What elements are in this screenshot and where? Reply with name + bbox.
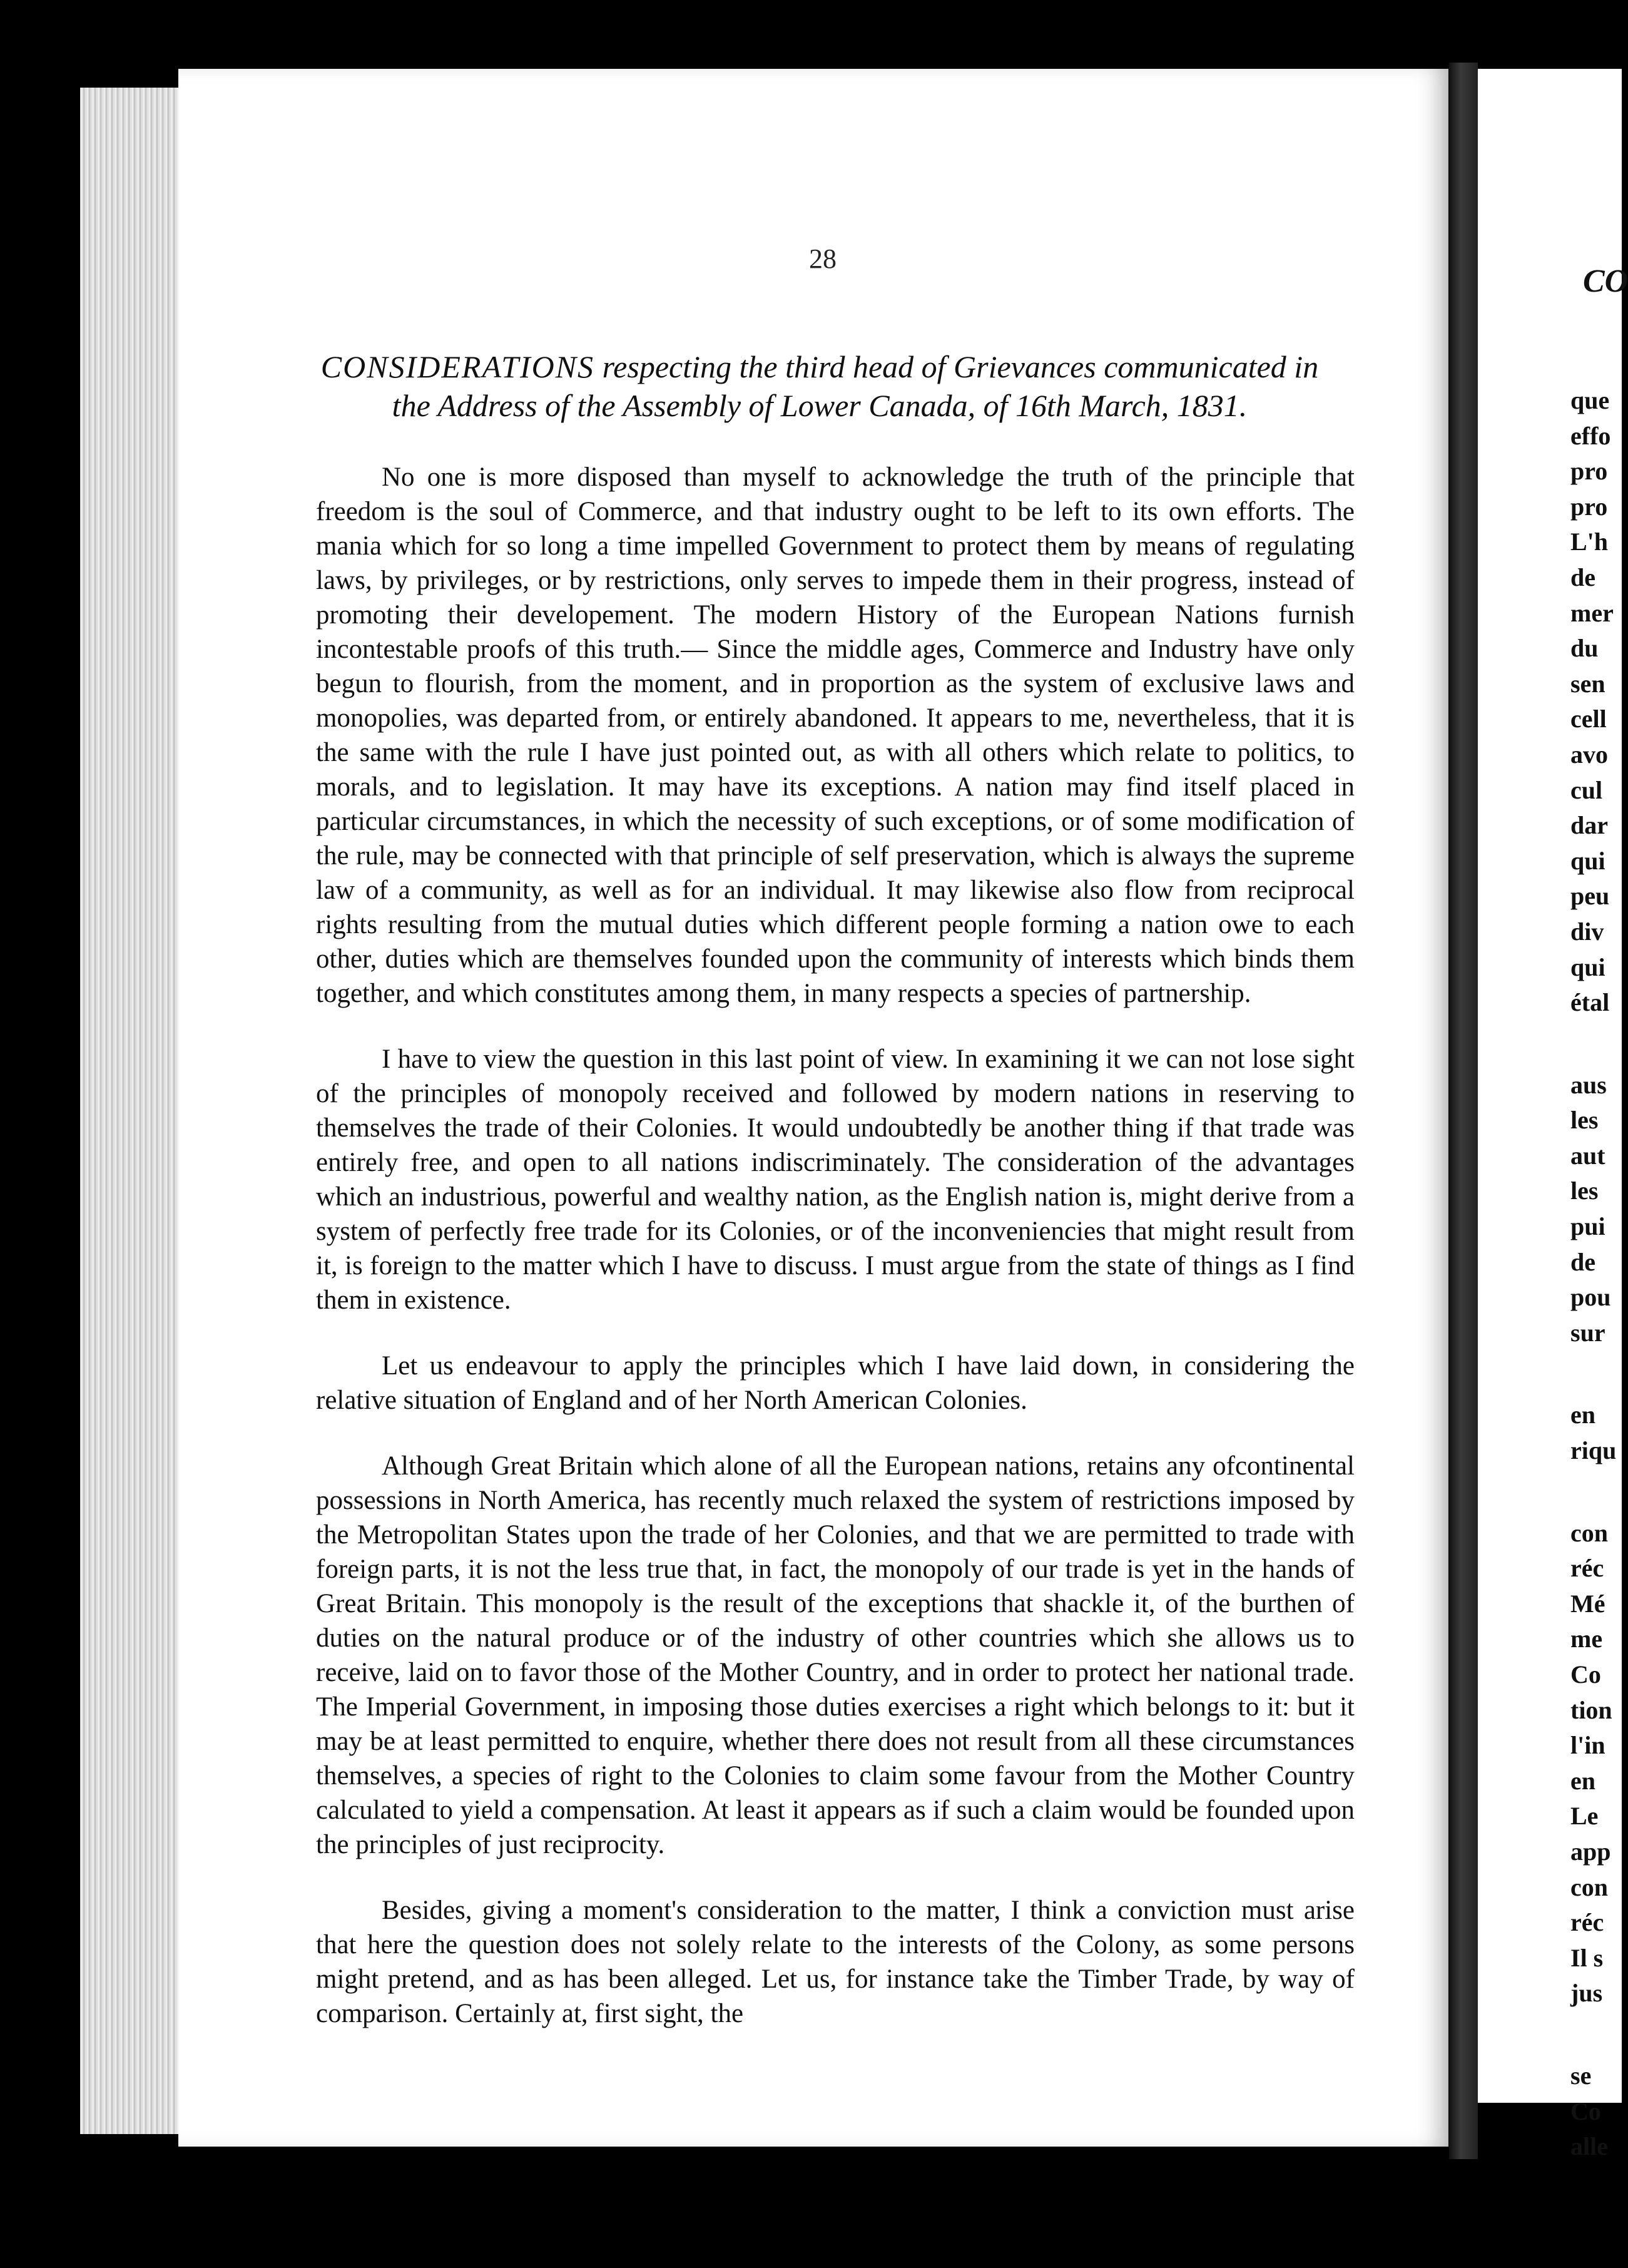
- right-page-line-fragment: dar: [1570, 811, 1608, 840]
- right-page-line-fragment: aus: [1570, 1070, 1607, 1099]
- right-page-line-fragment: se: [1570, 2061, 1592, 2090]
- paragraph-2: I have to view the question in this last point of view. In examining it we can not lose sight of the principles of monopoly received and followed by modern nations in reserving to themselves the trade of their Colonies. It would undoubtedly be another thing if that trade was entirely free, and open to all nations indiscriminately. The consideration of the advantages which an industrious, powerful and wealthy nation, as the English nation is, might derive from a system of perfectly free trade for its Colonies, or of the inconveniencies that might result from it, is foreign to the matter which I have to discuss. I must argue from the state of things as I find them in existence.: [316, 1045, 1355, 1315]
- right-page-line-fragment: alle: [1570, 2132, 1608, 2161]
- right-page-line-fragment: pro: [1570, 457, 1608, 486]
- right-page-heading: CO: [1583, 263, 1628, 299]
- page-number: 28: [809, 243, 837, 274]
- right-page-line-fragment: que: [1570, 386, 1610, 414]
- right-page-line-fragment: du: [1570, 634, 1599, 663]
- page-edge-stack: [80, 88, 186, 2134]
- right-page-line-fragment: étal: [1570, 988, 1610, 1017]
- book-gutter: [1449, 63, 1478, 2159]
- right-page-line-fragment: div: [1570, 917, 1604, 946]
- body-text: [316, 460, 1355, 2062]
- right-page-line-fragment: de: [1570, 563, 1595, 591]
- right-page-line-fragment: me: [1570, 1625, 1603, 1653]
- right-page-line-fragment: Mé: [1570, 1589, 1605, 1618]
- right-page-line-fragment: L'h: [1570, 528, 1609, 556]
- right-page-line-fragment: Il s: [1570, 1943, 1604, 1972]
- right-page-line-fragment: qui: [1570, 953, 1605, 981]
- right-page-line-fragment: les: [1570, 1106, 1599, 1135]
- right-page-line-fragment: Co: [1570, 1660, 1601, 1688]
- right-page-line-fragment: en: [1570, 1766, 1595, 1795]
- right-page-line-fragment: les: [1570, 1177, 1599, 1205]
- right-page-line-fragment: peu: [1570, 882, 1610, 911]
- title-line1: respecting the third head of Grievances communicated in: [602, 349, 1319, 384]
- paragraph-1: No one is more disposed than myself to acknowledge the truth of the principle that freedom is the soul of Commerce, and that industry ought to be left to its own efforts. The mania which for so long a time impelled Government to protect them by means of regulating laws, by privileges, or by restrictions, only serves to impede them in their progress, instead of promoting their developement. The modern History of the European Nations furnish incontestable proofs of this truth.— Since the middle ages, Commerce and Industry have only begun to flourish, from the moment, and in proportion as the system of exclusive laws and monopolies, was departed from, or entirely abandoned. It appears to me, nevertheless, that it is the same with the rule I have just pointed out, as with all others which relate to politics, to morals, and to legislation. It may have its exceptions. A nation may find itself placed in particular circumstances, in which the necessity of such exceptions, or of some modification of the rule, may be connected with that principle of self preservation, which is always the supreme law of a community, as well as for an individual. It may likewise also flow from reciprocal rights resulting from the mutual duties which different people forming a nation owe to each other, duties which are themselves founded upon the community of interests which binds them together, and which constitutes among them, in many respects a species of partnership.: [316, 462, 1355, 1008]
- paragraph-3: Let us endeavour to apply the principles which I have laid down, in considering the relative situation of England and of her North American Colonies.: [316, 1351, 1355, 1415]
- page-title: [275, 347, 1364, 425]
- fragment-gap: [1570, 1021, 1622, 1068]
- fragment-gap: [1570, 1351, 1622, 1397]
- right-page-line-fragment: mer: [1570, 598, 1614, 627]
- title-line2: the Address of the Assembly of Lower Canada, of 16th March, 1831.: [392, 388, 1248, 423]
- right-page-line-fragment: réc: [1570, 1908, 1604, 1937]
- right-page-line-fragment: cul: [1570, 775, 1603, 804]
- title-caps: CONSIDERATIONS: [320, 349, 595, 384]
- paragraph-5: Besides, giving a moment's consideration to the matter, I think a conviction must arise that here the question does not solely relate to the interests of the Colony, as some persons might pretend, and as has been alleged. Let us, for instance take the Timber Trade, by way of comparison. Certainly at, first sight, the: [316, 1896, 1355, 2028]
- right-page-line-fragment: l'in: [1570, 1731, 1605, 1760]
- right-page-line-fragment: con: [1570, 1518, 1608, 1547]
- right-page-line-fragment: réc: [1570, 1554, 1604, 1583]
- right-page-line-fragment: pou: [1570, 1283, 1611, 1312]
- right-page-line-fragment: tion: [1570, 1695, 1612, 1724]
- right-page-line-fragment: con: [1570, 1872, 1608, 1901]
- right-page-line-fragment: cell: [1570, 705, 1607, 733]
- right-page-line-fragment: Co: [1570, 2097, 1601, 2125]
- right-page-line-fragment: de: [1570, 1247, 1595, 1276]
- right-page-fragments: [1570, 383, 1622, 2165]
- right-page-line-fragment: avo: [1570, 740, 1608, 769]
- right-page-line-fragment: en: [1570, 1401, 1595, 1429]
- right-page-line-fragment: pui: [1570, 1212, 1605, 1241]
- right-page-line-fragment: effo: [1570, 421, 1611, 450]
- fragment-gap: [1570, 1469, 1622, 1516]
- right-page-line-fragment: riqu: [1570, 1436, 1617, 1465]
- right-page-line-fragment: qui: [1570, 846, 1605, 875]
- paragraph-4: Although Great Britain which alone of all the European nations, retains any ofcontinental possessions in North America, has recently much relaxed the system of restrictions imposed by the Metropolitan States upon the trade of her Colonies, and that we are permitted to trade with foreign parts, it is not the less true that, in fact, the monopoly of our trade is yet in the hands of Great Britain. This monopoly is the result of the exceptions that shackle it, of the burthen of duties on the natural produce or of the industry of other countries which she allows us to receive, laid on to favor those of the Mother Country, and in order to protect her national trade. The Imperial Government, in imposing those duties exercises a right which belongs to it: but it may be at least permitted to enquire, whether there does not result from all these circumstances themselves, a species of right to the Colonies to claim some favour from the Mother Country calculated to yield a compensation. At least it appears as if such a claim would be founded upon the principles of just reciprocity.: [316, 1451, 1355, 1859]
- right-page-line-fragment: app: [1570, 1837, 1611, 1866]
- right-page-line-fragment: pro: [1570, 492, 1608, 521]
- right-page-line-fragment: sur: [1570, 1318, 1605, 1347]
- right-page-line-fragment: aut: [1570, 1141, 1605, 1170]
- right-page-line-fragment: Le: [1570, 1802, 1599, 1831]
- right-page-line-fragment: sen: [1570, 669, 1605, 698]
- right-page-line-fragment: jus: [1570, 1979, 1603, 2008]
- fragment-gap: [1570, 2011, 1622, 2058]
